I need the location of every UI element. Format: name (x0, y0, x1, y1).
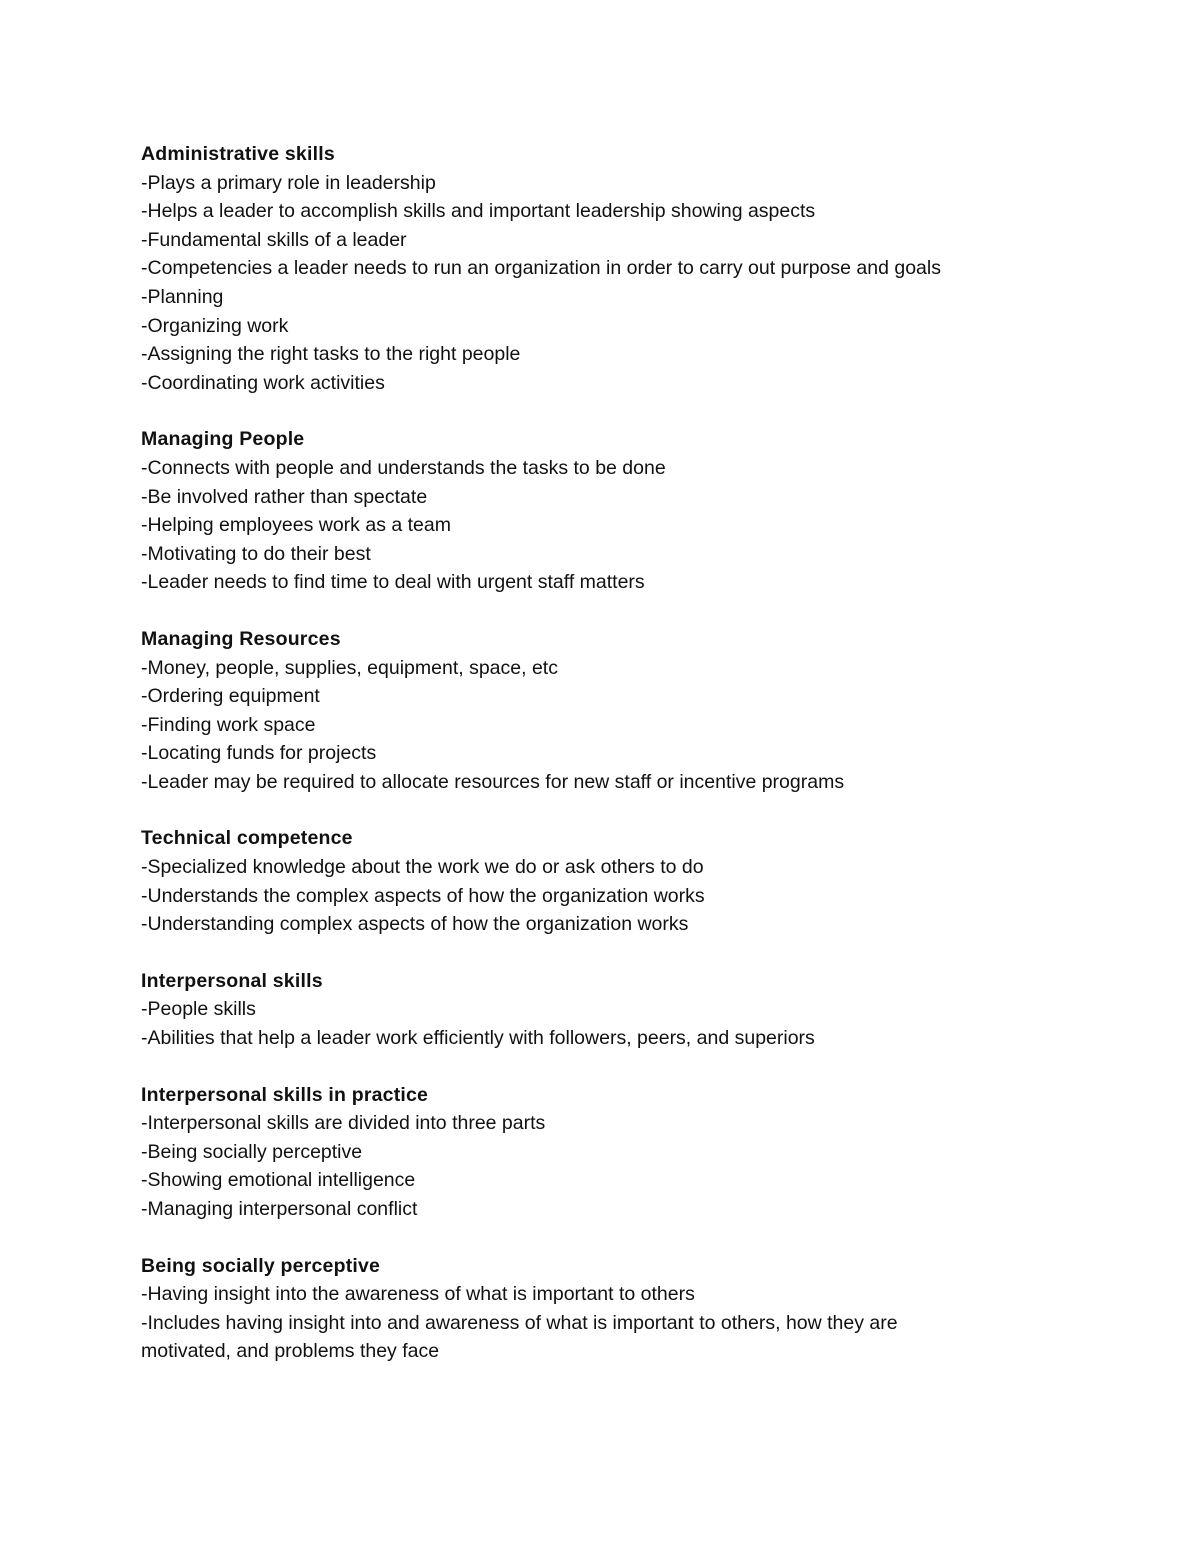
bullet-line: -Connects with people and understands the tasks to be done (141, 456, 666, 479)
section-being-socially-perceptive (141, 1252, 1041, 1366)
bullet-line: -Finding work space (141, 713, 316, 736)
bullet-line: -Assigning the right tasks to the right people (141, 343, 521, 366)
bullet-line: -Understanding complex aspects of how the organization works (141, 913, 689, 936)
bullet-line: -Locating funds for projects (141, 742, 377, 765)
section-managing-resources (141, 625, 1041, 797)
section-heading: Being socially perceptive (141, 1254, 381, 1277)
bullet-line: -Interpersonal skills are divided into three parts (141, 1112, 546, 1135)
bullet-line: -Ordering equipment (141, 685, 320, 708)
bullet-line: -Plays a primary role in leadership (141, 171, 436, 194)
bullet-line-continuation: motivated, and problems they face (141, 1340, 440, 1363)
section-technical-competence (141, 824, 1041, 938)
bullet-line: -Competencies a leader needs to run an organization in order to carry out purpose and goals (141, 257, 941, 280)
section-heading: Administrative skills (141, 143, 335, 165)
bullet-line: -Leader needs to find time to deal with urgent staff matters (141, 571, 645, 594)
bullet-line: -Includes having insight into and awareness of what is important to others, how they are (141, 1311, 898, 1334)
bullet-line: -Understands the complex aspects of how the organization works (141, 884, 705, 907)
bullet-line: -Specialized knowledge about the work we do or ask others to do (141, 856, 704, 879)
section-interpersonal-skills (141, 967, 1041, 1053)
bullet-line: -People skills (141, 998, 256, 1021)
bullet-line: -Leader may be required to allocate resources for new staff or incentive programs (141, 770, 845, 793)
section-heading: Interpersonal skills (141, 969, 323, 992)
section-heading: Interpersonal skills in practice (141, 1083, 429, 1106)
section-heading: Managing Resources (141, 627, 341, 650)
section-interpersonal-skills-in-practice (141, 1081, 1041, 1224)
section-managing-people (141, 425, 1041, 597)
document-page (141, 140, 1041, 1394)
bullet-line: -Money, people, supplies, equipment, space, etc (141, 656, 558, 679)
bullet-line: -Organizing work (141, 314, 289, 337)
section-administrative-skills (141, 140, 1041, 397)
bullet-line: -Helping employees work as a team (141, 514, 451, 537)
bullet-line: -Managing interpersonal conflict (141, 1198, 418, 1220)
section-heading: Managing People (141, 428, 305, 451)
bullet-line: -Having insight into the awareness of what is important to others (141, 1283, 695, 1306)
bullet-line: -Motivating to do their best (141, 542, 371, 565)
bullet-line: -Abilities that help a leader work efficiently with followers, peers, and superiors (141, 1027, 815, 1050)
section-heading: Technical competence (141, 827, 353, 850)
bullet-line: -Fundamental skills of a leader (141, 228, 407, 251)
bullet-line: -Be involved rather than spectate (141, 485, 428, 508)
bullet-line: -Helps a leader to accomplish skills and important leadership showing aspects (141, 200, 816, 223)
bullet-line: -Being socially perceptive (141, 1140, 363, 1163)
bullet-line: -Showing emotional intelligence (141, 1169, 416, 1192)
bullet-line: -Planning (141, 285, 224, 308)
bullet-line: -Coordinating work activities (141, 371, 385, 394)
